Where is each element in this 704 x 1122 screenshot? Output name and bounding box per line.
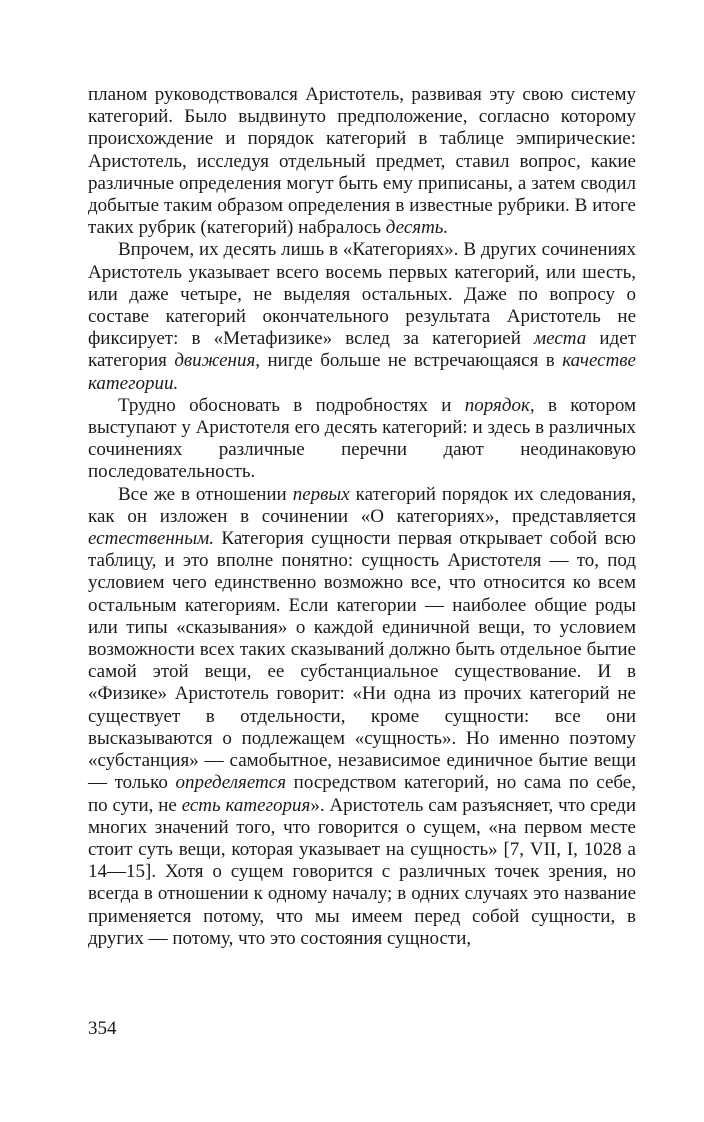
italic-text: десять. xyxy=(385,217,449,239)
paragraph xyxy=(88,84,636,239)
page-body xyxy=(88,84,636,950)
text-run: Категория сущности первая открывает собой всю таблицу, и это вполне понятно: сущность Аристотеля — то, под условием чего единственно возможно все, что относится ко всем остальным категориям. Если категории — наиболее общие роды или типы «сказывания» о каждой единичной вещи, то условием возможности всех таких сказываний должно быть отдельное бытие самой этой вещи, ее субстанциальное существование. И в «Физике» Аристотель говорит: «Ни одна из прочих категорий не существует в отдельности, кроме сущности: все они высказываются о подлежащем «сущность». Но именно поэтому «субстанция» — самобытное, независимое единичное бытие вещи — только xyxy=(88,528,636,794)
text-run: Впрочем, их десять лишь в «Категориях». В других сочинениях Аристотель указывает всего восемь первых категорий, или шесть, или даже четыре, не выделяя остальных. Даже по вопросу о составе категорий окончательного результата Аристотель не фиксирует: в «Метафизике» вслед за категорией xyxy=(88,239,636,350)
text-run: планом руководствовался Аристотель, развивая эту свою систему категорий. Было выдвинуто предположение, согласно которому происхождение и порядок категорий в таблице эмпирические: Аристотель, исследуя отдельный предмет, ставил вопрос, какие различные определения могут быть ему приписаны, а затем сводил добытые таким образом определения в известные рубрики. В итоге таких рубрик (категорий) набралось xyxy=(88,84,636,239)
italic-text: порядок, xyxy=(464,394,535,416)
text-run: нигде больше не встречающаяся в xyxy=(260,350,563,372)
text-run: категорий порядок их следования, как он изложен в сочинении «О категориях», представляется xyxy=(88,483,637,527)
text-run: посредством категорий, но сама по себе, по сути, не xyxy=(88,772,636,816)
text-run: Все же в отношении xyxy=(118,483,293,505)
italic-text: места xyxy=(534,328,587,350)
text-run: ». Аристотель сам разъясняет, что среди многих значений того, что говорится о сущем, «на первом месте стоит суть вещи, которая указывает на сущность» [7, VII, I, 1028 a 14—15]. Хотя о сущем говорится с различных точек зрения, но всегда в отношении к одному началу; в одних случаях это название применяется потому, что мы имеем перед собой сущности, в других — потому, что это состояния сущности, xyxy=(88,794,637,949)
italic-text: движения, xyxy=(174,350,261,372)
italic-text: есть категория xyxy=(181,794,311,816)
paragraph xyxy=(88,395,636,484)
italic-text: естественным. xyxy=(88,528,214,550)
italic-text: определяется xyxy=(175,772,287,794)
page-number: 354 xyxy=(88,1018,117,1039)
italic-text: первых xyxy=(292,483,350,505)
text-run: Трудно обосновать в подробностях и xyxy=(118,394,465,416)
text-run: в котором выступают у Аристотеля его десять категорий: и здесь в различных сочинениях различные перечни дают неодинаковую последовательность. xyxy=(88,394,636,483)
paragraph xyxy=(88,484,636,950)
paragraph xyxy=(88,239,636,394)
text-run: идет категория xyxy=(88,328,636,372)
italic-text: качестве категории. xyxy=(88,350,636,394)
